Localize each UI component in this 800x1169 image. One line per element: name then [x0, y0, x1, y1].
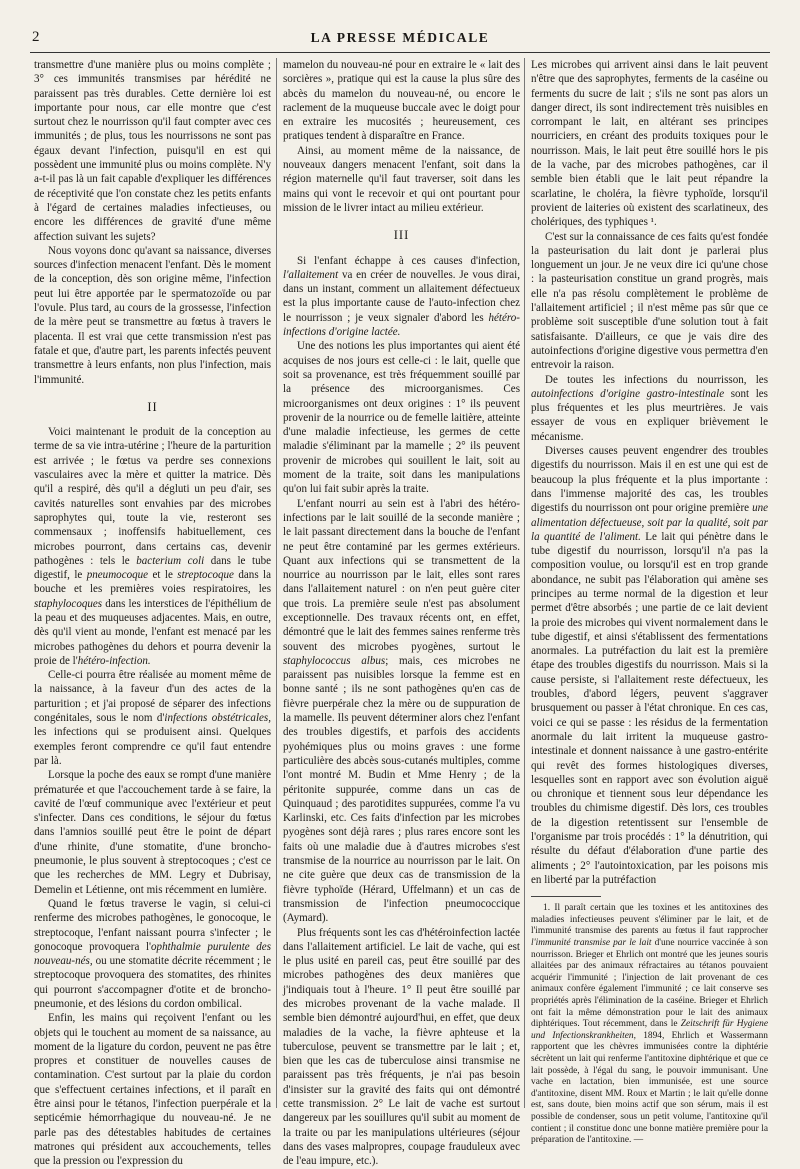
paragraph: C'est sur la connaissance de ces faits qu'est fondée la pasteurisation du lait dont je parlerai plus longuement un jour. Je ne veux dire ici qu'une chose : la pasteurisation constitue un grand progrès, mais elle n'a pas résolu complètement le problème de l'allaitement artificiel ; il n'est même pas sûr que ce problème soit susceptible d'une solution tout à fait satisfaisante. D'ailleurs, ce que je vais dire des autoinfections d'origine digestive vous permettra d'en entrevoir la raison.: [531, 230, 768, 372]
column-2: [283, 58, 520, 1168]
column-3: [531, 58, 769, 1146]
page-header: [30, 28, 770, 53]
paragraph: Celle-ci pourra être réalisée au moment même de la naissance, à la faveur d'un des actes de la parturition ; et j'ai proposé de séparer des infections congénitales, sous le nom d'infections obstétricales, les infections qui se produisent ainsi. Quelques exemples feront comprendre ce qu'il faut entendre par là.: [34, 669, 271, 767]
section-heading: II: [147, 399, 158, 414]
column-divider: [276, 58, 277, 1108]
paragraph: mamelon du nouveau-né pour en extraire le « lait des sorcières », pratique qui est la cause la plus sûre des abcès du mamelon du nouveau-né, ou encore le raclement de la muqueuse buccale avec le doigt pour en extraire les mucosités ; heureusement, ces pratiques tendent à disparaître en France.: [283, 59, 520, 143]
paragraph: Les microbes qui arrivent ainsi dans le lait peuvent n'être que des saprophytes, ferments de la caséine ou ferments du sucre de lait ; s'ils ne sont pas alors un danger direct, ils sont indirectement très nuisibles en corrompant le lait, en altérant ses principes nourriciers, en créant des produits toxiques pour le nourrisson. Mais, le lait peut être souillé hors le pis de la vache, par des microbes pathogènes, car il semble bien établi que le lait peut répandre la scarlatine, le choléra, la fièvre typhoïde, lorsqu'il provient de laiteries où existent des scarlatineux, des cholériques, des typhiques ¹.: [531, 59, 768, 229]
page-number: 2: [32, 29, 40, 45]
paragraph: De toutes les infections du nourrisson, les autoinfections d'origine gastro-intestinale sont les plus fréquentes et les plus meurtrières. Je vais essayer de vous en expliquer brièvement le mécanisme.: [531, 373, 768, 443]
paragraph: Ainsi, au moment même de la naissance, de nouveaux dangers menacent l'enfant, soit dans la région maternelle qu'il faut traverser, soit dans les mains qui vont le recevoir et qui ont pourtant pour mission de le livrer intact au milieu extérieur.: [283, 144, 520, 214]
footnote-divider: [531, 896, 601, 897]
section-heading: III: [393, 228, 410, 243]
column-1: [34, 58, 272, 1168]
paragraph: Enfin, les mains qui reçoivent l'enfant ou les objets qui le touchent au moment de sa naissance, au moment de la ligature du cordon, peuvent ne pas être propres et constituer de nouvelles causes de contamination. C'est surtout par la plaie du cordon que s'effectuent certaines infections, et il paraît en être ainsi pour le tétanos, l'infection puerpérale et la septicémie hémorrhagique du nouveau-né. Je ne parle pas des détestables habitudes de certaines matrones qui président aux accouchements, telles que la pression ou l'expression du: [34, 1012, 271, 1168]
paragraph: Quand le fœtus traverse le vagin, si celui-ci renferme des microbes pathogènes, le gonocoque, le streptocoque, l'enfant naissant pourra s'infecter ; le gonocoque provoquera l'ophthalmie purulente des nouveau-nés, ou une stomatite décrite récemment ; le streptocoque provoquera des stomatites, des rhinites qui pourront s'accompagner d'otite et de broncho-pneumonie, et des lésions du cordon ombilical.: [34, 897, 271, 1010]
paragraph: L'enfant nourri au sein est à l'abri des hétéro-infections par le lait souillé de la seconde manière ; le lait passant directement dans la bouche de l'enfant ne peut être contaminé par les germes extérieurs. Quant aux infections qui se transmettent de la nourrice au nourrisson par le lait, elles sont rares dans l'allaitement naturel : on n'en peut guère citer que trois. La première seule n'est pas absolument exceptionnelle. Des travaux récents ont, en effet, démontré que le lait des femmes saines renferme très souvent des microbes pyogènes, surtout le staphylococcus albus; mais, ces microbes ne paraissent pas nuisibles lorsque la femme est en bonne santé ; ils ne sont pathogènes qu'en cas de fièvre puerpérale chez la mère ou de suppuration de la mamelle. Ils peuvent déterminer alors chez l'enfant des troubles digestifs, et parfois des accidents pyohémiques plus ou moins graves : une forme particulière des abcès sous-cutanés multiples, comme l'ont montré M. Budin et Mme Henry ; de la péritonite suppurée, comme dans un cas de Quinquaud ; des parotidites suppurées, comme l'a vu Karlinski, etc. Ces faits d'infection par les microbes pyogènes sont déjà rares ; plus rares encore sont les faits où une maladie due à d'autres microbes s'est transmise de la nourrice au nourrisson par le lait. On ne cite guère que deux cas de transmission de la fièvre typhoïde (Hérard, Uffelmann) et un cas de transmission de l'infection pneumococcique (Aymard).: [283, 497, 520, 925]
paragraph: Plus fréquents sont les cas d'hétéroinfection lactée dans l'allaitement artificiel. Le lait de vache, qui est le plus usité en pareil cas, peut être souillé par des microbes pathogènes des deux manières que j'indiquais tout à l'heure. 1° Il peut être souillé par des microbes provenant de la vache malade. Il semble bien démontré aujourd'hui, en effet, que deux maladies de la vache, la fièvre aphteuse et la tuberculose, peuvent se transmettre par le lait ; et, bien que les cas de tuberculose ainsi transmise ne paraissent pas très fréquents, je n'ai pas besoin d'insister sur la gravité des faits qui ont démontré cette transmission. 2° Le lait de vache est surtout dangereux par les souillures qu'il subit au moment de la traite ou par les manipulations ultérieures (séjour dans des vases malpropres, coupage frauduleux avec de l'eau impure, etc.).: [283, 926, 520, 1168]
paragraph: Nous voyons donc qu'avant sa naissance, diverses sources d'infection menacent l'enfant. Dès le moment de la conception, dès son origine même, l'infection peut lui être apportée par le spermatozoïde ou par l'ovule. Plus tard, au cours de la grossesse, l'infection de la mère peut se transmettre au fœtus à travers le placenta. Il est vrai que cette transmission n'est pas fatale et que, d'autre part, les parents infectés peuvent transmettre à leurs enfants, non plus l'infection, mais l'immunité.: [34, 244, 271, 386]
paragraph: transmettre d'une manière plus ou moins complète ; 3° ces immunités transmises par hérédité ne paraissent pas très durables. Cette dernière loi est importante pour nous, car elle montre que c'est surtout chez le nourrisson qu'il faut compter avec ces immunités ; de plus, tous les nourrissons ne sont pas égaux devant l'infection, puisqu'il en est qui possèdent une immunité plus ou moins complète. N'y a-t-il pas là un fait capable d'expliquer les différences de réceptivité que l'on constate chez les petits enfants à l'égard de certaines maladies infectieuses, ou encore les différences de gravité d'une même affection suivant les sujets?: [34, 59, 271, 243]
journal-title: LA PRESSE MÉDICALE: [310, 30, 490, 45]
paragraph: Lorsque la poche des eaux se rompt d'une manière prématurée et que l'accouchement tarde à se faire, la cavité de l'œuf communique avec l'extérieur et peut s'infecter. Dans ces conditions, le séjour du fœtus dans l'amnios souillé peut être le point de départ d'une rhinite, d'une stomatite, d'une broncho-pneumonie, le plus souvent à streptocoques ; c'est ce que les recherches de MM. Legry et Dubrisay, Demelin et Létienne, ont mis récemment en lumière.: [34, 769, 271, 896]
paragraph: Diverses causes peuvent engendrer des troubles digestifs du nourrisson. Mais il en est une qui est de beaucoup la plus fréquente et la plus importante : dans l'immense majorité des cas, les troubles digestifs du nourrisson ont pour origine première une alimentation défectueuse, soit par la qualité, soit par la quantité de l'aliment. Le lait qui pénètre dans le tube digestif du nourrisson, lorsqu'il n'a pas la composition voulue, ou lorsqu'il est en trop grande abondance, ne subit pas l'élaboration qui amène ses principes au terme normal de la digestion et leur permet d'être absorbés ; une partie de ce lait devient la proie des microbes qui vivent normalement dans le tube digestif, et ainsi s'établissent des fermentations anormales. La putréfaction du lait est la première étape des troubles digestifs du nourrisson. Mais si la cause persiste, si l'allaitement reste défectueux, les troubles, d'abord légers, peuvent s'aggraver brusquement ou passer à l'état chronique. En ces cas, voici ce qui se passe : les résidus de la fermentation anormale du lait irritent la muqueuse gastro-intestinale et donnent naissance à une gastro-entérite qui revêt des formes histologiques diverses, lesquelles sont en rapport avec son évolution aiguë ou chronique et tiennent sous leur dépendance les troubles du chimisme digestif. Dès lors, ces troubles de la digestion retentissent sur l'ensemble de l'organisme par trois procédés : 1° la dénutrition, qui résulte du défaut d'élaboration d'une partie des aliments ; 2° l'autointoxication, par les poisons mis en liberté par la putréfaction: [531, 445, 769, 886]
paragraph: Voici maintenant le produit de la conception au terme de sa vie intra-utérine ; l'heure de la parturition est arrivée ; le fœtus va perdre ses connexions vasculaires avec la mère et quitter la matrice. Dès qu'il a respiré, dès qu'il a dégluti un peu d'air, ses cavités naturelles sont envahies par des microbes saprophytes qui, toute la vie, resteront ses commensaux ; inoffensifs habituellement, ces microbes pourront, dans certains cas, devenir pathogènes : tels le bacterium coli dans le tube digestif, le pneumocoque et le streptocoque dans la bouche et les premières voies respiratoires, les staphylocoques dans les interstices de l'épithélium de la peau et des muqueuses adjacentes. Mais, en outre, dès qu'il vient au monde, l'enfant est menacé par les microbes pathogènes du dehors et pourra devenir la proie de l'hétéro-infection.: [34, 426, 272, 667]
footnote: 1. Il paraît certain que les toxines et les antitoxines des maladies infectieuses peuvent s'éliminer par le lait, et de l'immunité transmise des parents au fœtus il faut rapprocher l'immunité transmise par le lait d'une nourrice vaccinée à son nourrisson. Brieger et Ehrlich ont montré que les jeunes souris allaitées par des animaux réfractaires au tétanos pouvaient acquérir l'immunité ; l'injection de lait provenant de ces animaux confère également l'immunité ; ce lait conserve ses propriétés après l'élimination de la caséine. Brieger et Ehrlich ont fait la même démonstration pour le lait des animaux diphtériques. Tout récemment, dans le Zeitschrift für Hygiene und Infectionskrankheiten, 1894, Ehrlich et Wassermann rapportent que les chèvres immunisées contre la diphtérie sécrètent un lait qui renferme l'antitoxine diphtérique et que ce lait possède, à l'égal du sang, le pouvoir immunisant. Une vache en lactation, bien immunisée, est une source d'antitoxine, disent MM. Roux et Martin ; le lait qu'elle donne est, sans doute, bien moins actif que son sérum, mais il est possible de condenser, sous un petit volume, l'antitoxine qu'il contient ; il constitue donc une bonne matière première pour la préparation de l'antitoxine. —: [531, 903, 769, 1146]
paragraph: Si l'enfant échappe à ces causes d'infection, l'allaitement va en créer de nouvelles. Je vous dirai, dans un instant, comment un allaitement défectueux est la plus importante cause de l'auto-infection chez le nourrisson ; je veux signaler d'abord les hétéro-infections d'origine lactée.: [283, 254, 520, 339]
paragraph: Une des notions les plus importantes qui aient été acquises de nos jours est celle-ci : le lait, quelle que soit sa provenance, est très fréquemment souillé par la présence des microorganismes. Ces microorganismes ont deux origines : 1° ils peuvent provenir de la nourrice ou de femelle laitière, atteinte d'une maladie infectieuse, les germes de cette maladie s'éliminant par la mamelle ; 2° ils peuvent provenir de microbes qui souillent le lait, soit au moment de la traite, soit dans les manipulations qu'on lui fait subir après la traite.: [283, 340, 520, 496]
column-divider: [524, 58, 525, 1108]
